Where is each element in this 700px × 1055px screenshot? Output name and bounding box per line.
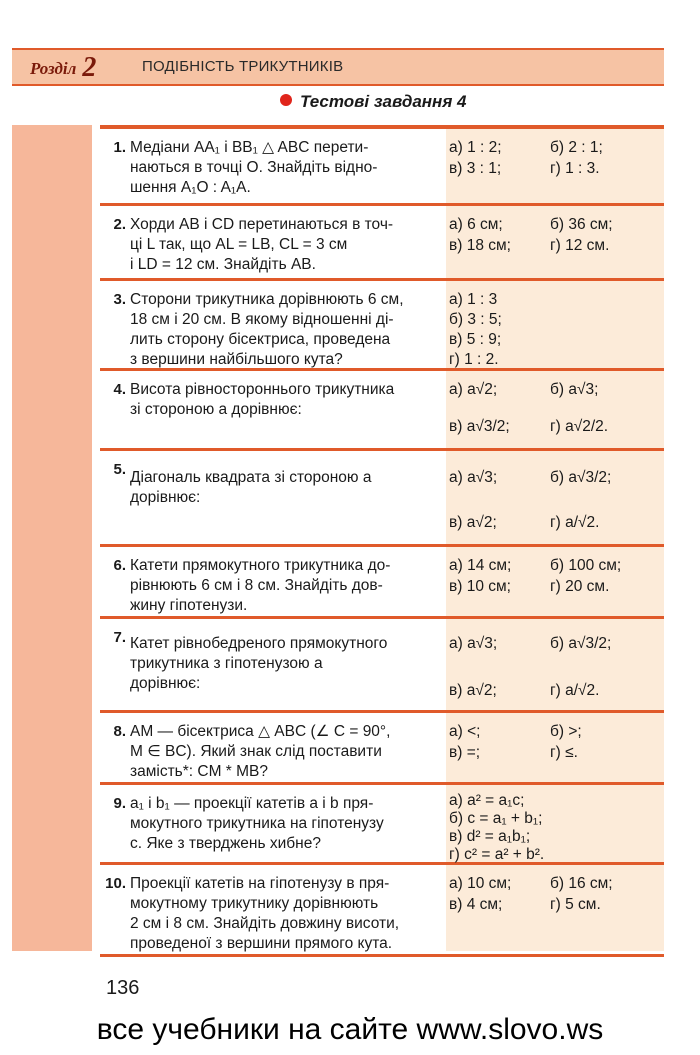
- question-number: 4.: [113, 381, 126, 398]
- question-line: Проекції катетів на гіпотенузу в пря-: [130, 875, 390, 892]
- question-text: [130, 380, 442, 420]
- question-line: рівнюють 6 см і 8 см. Знайдіть дов-: [130, 577, 383, 594]
- answer-option: б) a√3/2;: [550, 635, 612, 652]
- question-text: [130, 794, 442, 854]
- page-number: 136: [106, 977, 140, 999]
- answer-option: г) a√2/2.: [550, 418, 609, 435]
- answer-option: г) a/√2.: [550, 682, 600, 699]
- bullet-icon: [280, 94, 292, 106]
- answer-option: в) 5 : 9;: [449, 331, 502, 348]
- answer-option: в) 10 см;: [449, 578, 511, 595]
- question-line: AM — бісектриса △ ABC (∠ C = 90°,: [130, 723, 391, 740]
- question-line: мокутного трикутника на гіпотенузу: [130, 815, 384, 832]
- answer-option: г) 1 : 2.: [449, 351, 499, 368]
- question-line: проведеної з вершини прямого кута.: [130, 935, 393, 952]
- answer-option: б) 3 : 5;: [449, 311, 502, 328]
- answer-option: в) a√2;: [449, 514, 497, 531]
- section-label: [30, 52, 96, 85]
- question-number: 1.: [113, 139, 126, 156]
- question-row: [100, 451, 664, 547]
- answer-option: г) ≤.: [550, 744, 578, 761]
- question-line: Сторони трикутника дорівнюють 6 см,: [130, 291, 404, 308]
- question-line: наються в точці O. Знайдіть відно-: [130, 159, 378, 176]
- answer-option: г) 20 см.: [550, 578, 610, 595]
- question-number: 9.: [113, 795, 126, 812]
- answer-option: в) 3 : 1;: [449, 160, 502, 177]
- question-line: зі стороною a дорівнює:: [130, 401, 302, 418]
- question-line: Медіани AA₁ і BB₁ △ ABC перети-: [130, 139, 369, 156]
- question-line: a₁ і b₁ — проекції катетів a і b пря-: [130, 795, 374, 812]
- question-text: [130, 556, 442, 616]
- answer-option: б) 36 см;: [550, 216, 613, 233]
- left-decor-strip: [12, 125, 92, 951]
- question-text: [130, 722, 442, 782]
- answer-option: б) 16 см;: [550, 875, 613, 892]
- answer-option: в) d² = a₁b₁;: [449, 828, 531, 845]
- question-number: 3.: [113, 291, 126, 308]
- question-row: [100, 785, 664, 865]
- question-line: 18 см і 20 см. В якому відношенні ді-: [130, 311, 394, 328]
- question-line: M ∈ BC). Який знак слід поставити: [130, 743, 382, 760]
- question-line: жину гіпотенузи.: [130, 597, 248, 614]
- answer-option: а) a√3;: [449, 635, 498, 652]
- question-line: c. Яке з тверджень хибне?: [130, 835, 321, 852]
- question-line: лить сторону бісектриса, проведена: [130, 331, 391, 348]
- answer-option: г) 12 см.: [550, 237, 610, 254]
- question-number: 6.: [113, 557, 126, 574]
- answer-option: б) >;: [550, 723, 582, 740]
- question-line: з вершини найбільшого кута?: [130, 351, 343, 368]
- answer-option: г) 1 : 3.: [550, 160, 600, 177]
- test-title: [280, 92, 467, 112]
- answer-option: в) a√2;: [449, 682, 497, 699]
- answer-option: а) 1 : 2;: [449, 139, 502, 156]
- answer-option: а) a² = a₁c;: [449, 792, 525, 809]
- section-label-text: Розділ: [30, 59, 77, 78]
- answer-option: в) =;: [449, 744, 481, 761]
- chapter-header: [12, 48, 664, 86]
- question-line: дорівнює:: [130, 489, 201, 506]
- question-row: [100, 129, 664, 206]
- question-line: і LD = 12 см. Знайдіть AB.: [130, 256, 316, 273]
- question-row: [100, 619, 664, 713]
- question-text: [130, 634, 442, 694]
- question-text: [130, 290, 442, 370]
- question-row: [100, 206, 664, 281]
- question-text: [130, 874, 442, 954]
- answer-option: а) a√3;: [449, 469, 498, 486]
- question-row: [100, 371, 664, 451]
- question-line: 2 см і 8 см. Знайдіть довжину висоти,: [130, 915, 400, 932]
- site-footer: все учебники на сайте www.slovo.ws: [96, 1013, 604, 1046]
- question-row: [100, 281, 664, 371]
- answer-option: б) 2 : 1;: [550, 139, 603, 156]
- question-line: Діагональ квадрата зі стороною a: [130, 469, 372, 486]
- question-line: Хорди AB і CD перетинаються в точ-: [130, 216, 394, 233]
- question-line: дорівнює:: [130, 675, 201, 692]
- answer-option: а) <;: [449, 723, 481, 740]
- question-line: трикутника з гіпотенузою a: [130, 655, 323, 672]
- question-line: шення A₁O : A₁A.: [130, 179, 251, 196]
- question-text: [130, 215, 442, 275]
- answer-option: б) c = a₁ + b₁;: [449, 810, 543, 827]
- answer-option: а) 14 см;: [449, 557, 512, 574]
- answer-option: г) c² = a² + b².: [449, 846, 545, 863]
- answer-option: б) 100 см;: [550, 557, 622, 574]
- chapter-title: ПОДІБНІСТЬ ТРИКУТНИКІВ: [142, 58, 344, 75]
- question-line: ці L так, що AL = LB, CL = 3 см: [130, 236, 348, 253]
- questions-table: [100, 125, 664, 957]
- question-row: [100, 547, 664, 619]
- question-row: [100, 865, 664, 957]
- answer-option: а) a√2;: [449, 381, 498, 398]
- question-line: Катет рівнобедреного прямокутного: [130, 635, 388, 652]
- answer-option: в) 4 см;: [449, 896, 503, 913]
- question-text: [130, 138, 442, 198]
- question-text: [130, 468, 442, 508]
- answer-option: а) 10 см;: [449, 875, 512, 892]
- question-line: Катети прямокутного трикутника до-: [130, 557, 391, 574]
- answer-option: а) 1 : 3: [449, 291, 498, 308]
- question-number: 10.: [105, 875, 126, 892]
- question-row: [100, 713, 664, 785]
- answer-option: г) 5 см.: [550, 896, 601, 913]
- answer-option: г) a/√2.: [550, 514, 600, 531]
- test-title-text: Тестові завдання 4: [300, 92, 467, 111]
- question-number: 7.: [113, 629, 126, 646]
- question-line: замість*: CM * MB?: [130, 763, 269, 780]
- question-number: 2.: [113, 216, 126, 233]
- answer-option: б) a√3/2;: [550, 469, 612, 486]
- question-line: мокутному трикутнику дорівнюють: [130, 895, 379, 912]
- answer-option: а) 6 см;: [449, 216, 503, 233]
- answer-option: в) a√3/2;: [449, 418, 510, 435]
- section-number: 2: [82, 52, 97, 83]
- question-line: Висота рівностороннього трикутника: [130, 381, 395, 398]
- question-number: 5.: [113, 461, 126, 478]
- answer-option: в) 18 см;: [449, 237, 511, 254]
- answer-option: б) a√3;: [550, 381, 599, 398]
- question-number: 8.: [113, 723, 126, 740]
